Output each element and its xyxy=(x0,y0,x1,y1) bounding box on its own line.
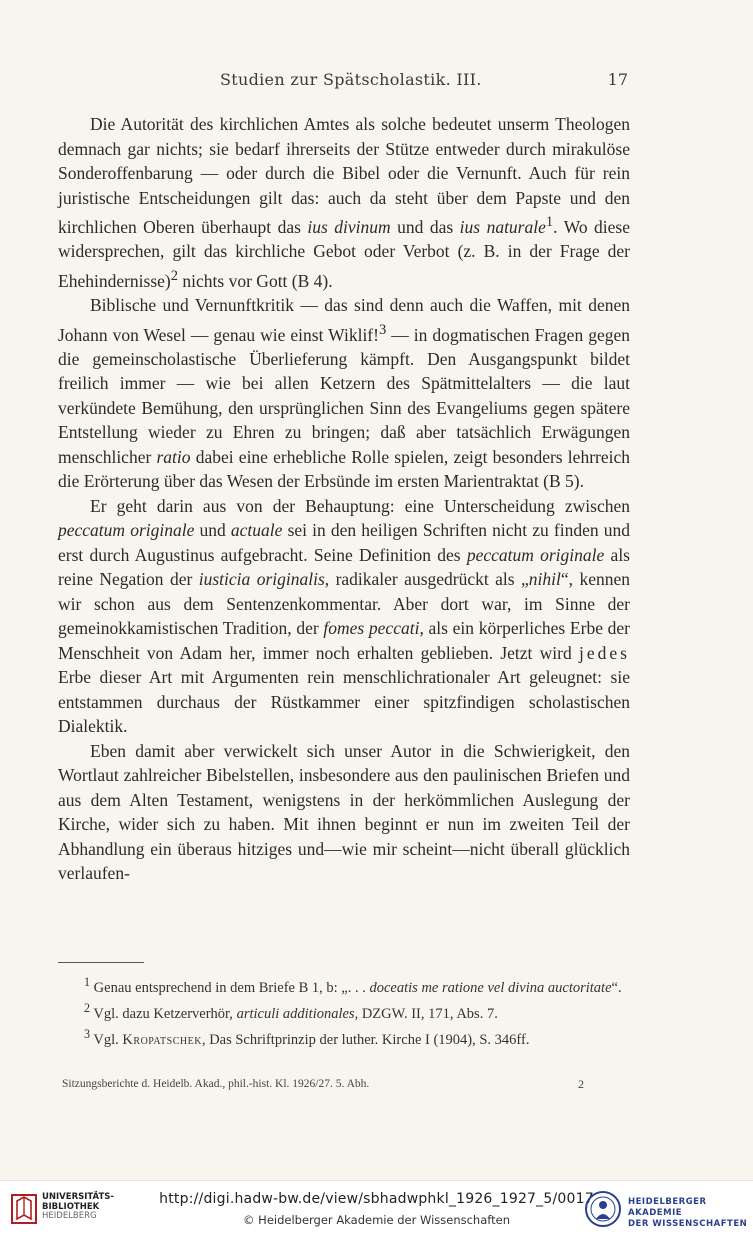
footnote-marker: 3 xyxy=(84,1026,91,1041)
footnote-rule xyxy=(58,962,144,963)
text-run: peccatum originale xyxy=(466,544,605,565)
text-run: Biblische und Vernunftkritik — das sind denn auch die Waffen, mit denen Johann von Wesel — genau wie einst Wiklif! xyxy=(58,295,630,345)
text-run: , radikaler ausgedrückt als „ xyxy=(324,569,529,590)
paragraph xyxy=(58,293,630,494)
text-run: Erbe dieser Art mit Argumenten rein menschlichrationaler Art geleugnet: sie entstammen durchaus der Rüstkammer einer spitzfindigen scholastischen Dialektik. xyxy=(58,667,630,737)
text-run: articuli additionales xyxy=(236,1005,355,1022)
academy-seal-icon[interactable] xyxy=(584,1189,622,1229)
text-run: nichts vor Gott (B 4). xyxy=(178,270,333,291)
text-run: nihil xyxy=(528,569,561,590)
text-run: sei in den heiligen Schriften nicht zu finden und erst durch Augustinus aufgebracht. Seine Definition des xyxy=(58,520,631,565)
text-run: , Das Schriftprinzip der luther. Kirche I (1904), S. 346ff. xyxy=(201,1031,530,1048)
text-run: als reine Negation der xyxy=(58,544,630,590)
academy-name: HEIDELBERGER AKADEMIE DER WISSENSCHAFTEN xyxy=(628,1197,748,1229)
sheet-number: 2 xyxy=(578,1077,584,1091)
text-run: Eben damit aber verwickelt sich unser Autor in die Schwierigkeit, den Wortlaut zahlreicher Bibelstellen, insbesondere aus den paulinischen Briefen und aus dem Alten Testament, wenigstens in der herkömmlichen Auslegung der Kirche, wider sich zu haben. Mit ihnen beginnt er nun im zweiten Teil der Abhandlung ein überaus hitziges und—wie mir scheint—nicht überall glücklich verlaufen- xyxy=(58,740,630,884)
text-run: Er geht darin aus von der Behauptung: eine Unterscheidung zwischen xyxy=(90,495,630,516)
footnotes xyxy=(58,972,634,1049)
text-run: “, kennen wir schon aus dem Sentenzenkommentar. Aber dort war, im Sinne der gemeinokkamistischen Tradition, der xyxy=(58,569,630,639)
text-run: doceatis me ratione vel divina auctoritate xyxy=(369,979,612,996)
footer-bar xyxy=(0,1180,753,1237)
text-run: Vgl. dazu Ketzerverhör, xyxy=(90,1005,237,1022)
paragraph xyxy=(58,739,630,886)
text-run: , als ein körperliches Erbe der Menschheit von Adam her, immer noch erhalten geblieben. Jetzt wird xyxy=(58,618,630,663)
body-text xyxy=(58,112,630,886)
text-run: ius naturale xyxy=(459,216,546,237)
text-run: Vgl. xyxy=(90,1031,123,1048)
footnote xyxy=(58,1024,634,1050)
text-run: , DZGW. II, 171, Abs. 7. xyxy=(354,1005,498,1022)
footnote xyxy=(58,972,634,998)
text-run: peccatum originale xyxy=(58,520,195,541)
text-run: dabei eine erhebliche Rolle spielen, zeigt besonders lehrreich die Erörterung über das Wesen der Erbsünde im ersten Marientraktat (B 5). xyxy=(58,446,630,492)
footnote-marker: 1 xyxy=(545,214,554,230)
text-run: . Wo diese widersprechen, gilt das kirchliche Gebot oder Verbot (z. B. in der Frage der Ehehindernisse) xyxy=(58,216,630,291)
text-run: Genau entsprechend in dem Briefe B 1, b: „. . . xyxy=(90,979,370,996)
text-run: “. xyxy=(611,979,622,996)
text-run: ius divinum xyxy=(307,216,391,237)
text-run: — in dogmatischen Fragen gegen die gemeinscholastische Überlieferung kämpft. Den Ausgangspunkt bildet freilich immer — wie bei allen Ketzern des Spätmittelalters — die laut verkündete Bemühung, den ursprünglichen Sinn des Evangeliums gegen spätere Entstellung wieder zu Ehren zu bringen; daß aber tatsächlich Erwägungen menschlicher xyxy=(58,324,630,467)
text-run: iusticia originalis xyxy=(198,569,325,590)
footnote-marker: 2 xyxy=(84,1000,91,1015)
page-url-link[interactable]: http://digi.hadw-bw.de/view/sbhadwphkl_1926_1927_5/0017 xyxy=(159,1191,594,1207)
university-library-name: UNIVERSITÄTS- BIBLIOTHEK HEIDELBERG xyxy=(42,1192,114,1221)
text-run: Die Autorität des kirchlichen Amtes als solche bedeutet unserm Theologen demnach gar nichts; sie bedarf ihrerseits der Stütze entweder durch mirakulöse Sonderoffenbarung — oder durch die Bibel oder die Vernunft. Auch für rein juristische Entscheidungen gilt das: auch da steht über dem Papste und den kirchlichen Oberen überhaupt das xyxy=(58,114,630,237)
copyright-notice: © Heidelberger Akademie der Wissenschaften xyxy=(243,1213,510,1227)
text-run: fomes peccati xyxy=(323,618,420,639)
footnote-marker: 2 xyxy=(170,267,179,284)
paragraph xyxy=(58,494,630,739)
footnote-marker: 1 xyxy=(84,975,91,989)
footnote xyxy=(58,998,634,1024)
signature-line: Sitzungsberichte d. Heidelb. Akad., phil.-hist. Kl. 1926/27. 5. Abh. xyxy=(62,1078,370,1090)
running-title: Studien zur Spätscholastik. III. xyxy=(220,70,482,89)
text-run: Kropatschek xyxy=(122,1031,202,1048)
text-run: actuale xyxy=(230,520,283,541)
text-run: jedes xyxy=(579,642,630,663)
text-run: und xyxy=(194,520,231,541)
text-run: ratio xyxy=(156,446,191,467)
paragraph xyxy=(58,112,630,293)
running-header xyxy=(60,70,628,94)
page-number: 17 xyxy=(607,70,628,89)
text-run: und das xyxy=(390,216,460,237)
footnote-marker: 3 xyxy=(378,321,387,338)
